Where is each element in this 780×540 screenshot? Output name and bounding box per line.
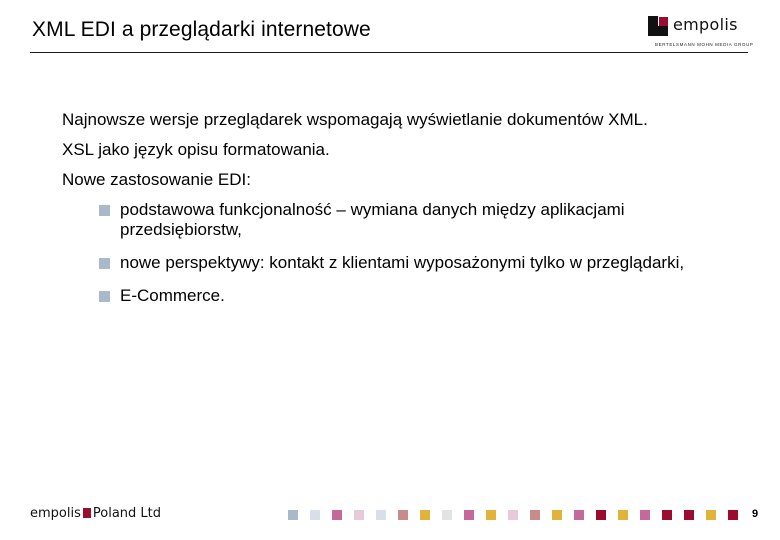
footer-square-icon — [728, 510, 738, 520]
footer-brand-suffix: Poland Ltd — [92, 506, 161, 521]
title-divider — [30, 52, 748, 53]
empolis-logo — [648, 16, 752, 48]
footer-square-icon — [574, 510, 584, 520]
brand-square-icon — [83, 508, 91, 518]
footer-square-icon — [596, 510, 606, 520]
footer-square-icon — [662, 510, 672, 520]
footer-brand-name: empolis — [30, 506, 81, 521]
bullet-item — [99, 200, 722, 240]
footer-square-icon — [420, 510, 430, 520]
footer-square-icon — [552, 510, 562, 520]
paragraph: XSL jako język opisu formatowania. — [62, 140, 330, 159]
footer-square-icon — [618, 510, 628, 520]
empolis-logo-subtitle: BERTELSMANN MOHN MEDIA GROUP — [655, 42, 754, 47]
footer-square-icon — [354, 510, 364, 520]
footer-decorative-squares — [288, 510, 748, 522]
paragraph: Nowe zastosowanie EDI: — [62, 170, 251, 189]
footer-square-icon — [640, 510, 650, 520]
footer-square-icon — [398, 510, 408, 520]
slide-content — [62, 110, 722, 319]
footer-square-icon — [332, 510, 342, 520]
empolis-logo-mark-icon — [648, 16, 670, 38]
footer-brand — [30, 506, 161, 521]
footer-square-icon — [486, 510, 496, 520]
footer-square-icon — [376, 510, 386, 520]
bullet-item — [99, 286, 722, 306]
bullet-text: E-Commerce. — [120, 286, 225, 305]
slide-title: XML EDI a przeglądarki internetowe — [32, 18, 371, 41]
footer-square-icon — [288, 510, 298, 520]
square-bullet-icon — [99, 291, 110, 302]
footer-square-icon — [464, 510, 474, 520]
footer-square-icon — [310, 510, 320, 520]
footer-square-icon — [530, 510, 540, 520]
bullet-text: podstawowa funkcjonalność – wymiana danych między aplikacjami przedsiębiorstw, — [120, 200, 625, 239]
bullet-list — [99, 200, 722, 306]
empolis-logo-text: empolis — [673, 15, 738, 34]
footer-square-icon — [684, 510, 694, 520]
footer-square-icon — [706, 510, 716, 520]
page-number: 9 — [752, 508, 759, 520]
paragraph: Najnowsze wersje przeglądarek wspomagają wyświetlanie dokumentów XML. — [62, 110, 648, 129]
square-bullet-icon — [99, 258, 110, 269]
bullet-item — [99, 253, 722, 273]
square-bullet-icon — [99, 205, 110, 216]
bullet-text: nowe perspektywy: kontakt z klientami wyposażonymi tylko w przeglądarki, — [120, 253, 685, 272]
footer-square-icon — [508, 510, 518, 520]
footer-square-icon — [442, 510, 452, 520]
